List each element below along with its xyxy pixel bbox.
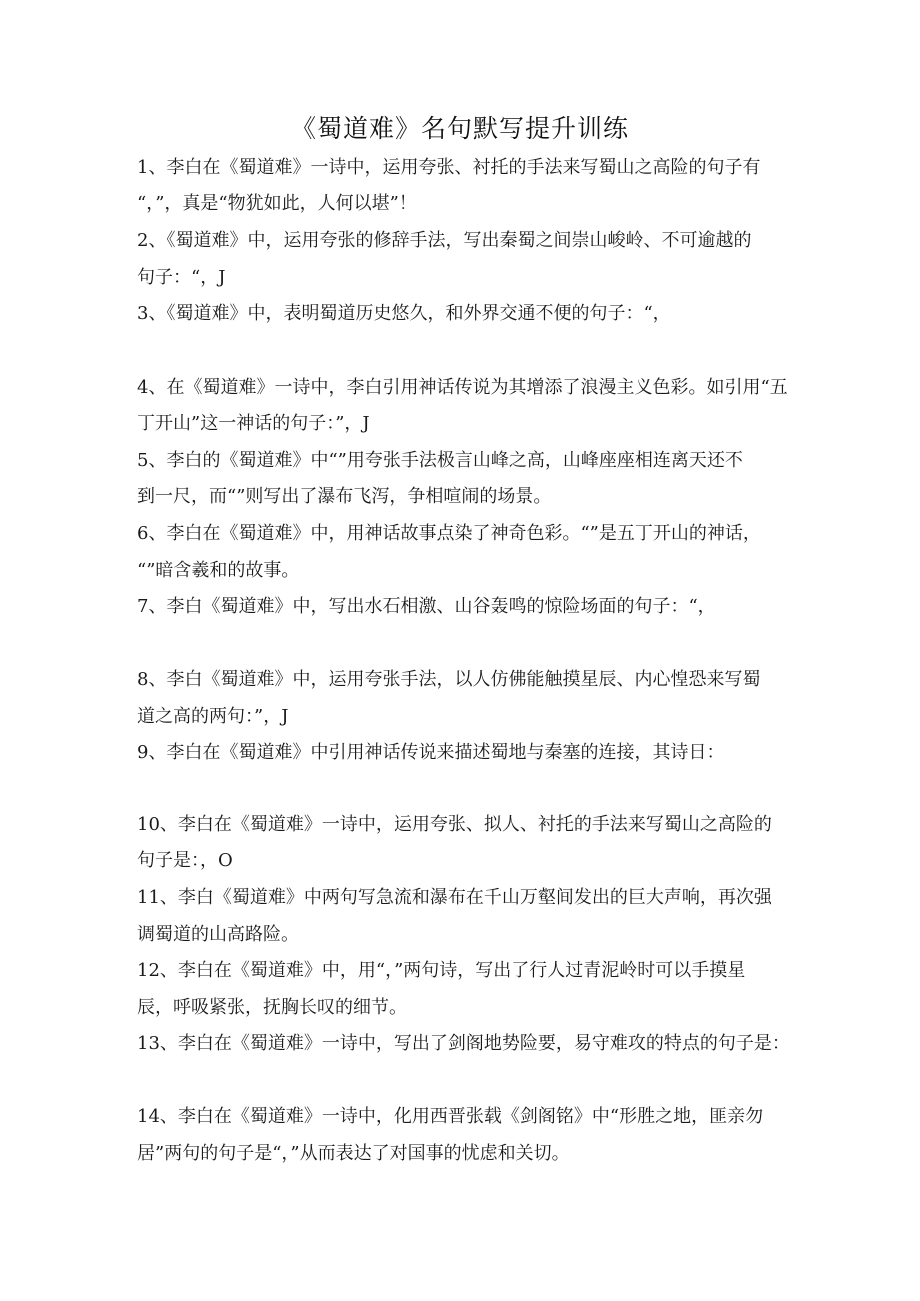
question-11-continuation: 调蜀道的山高路险。 <box>137 924 299 945</box>
question-11: 11、李白《蜀道难》中两句写急流和瀑布在千山万壑间发出的巨大声响，再次强 <box>137 887 772 908</box>
question-7: 7、李白《蜀道难》中，写出水石相激、山谷轰鸣的惊险场面的句子：“， <box>137 596 716 617</box>
question-5-continuation: 到一尺，而“”则写出了瀑布飞泻，争相喧闹的场景。 <box>137 486 552 507</box>
question-12: 12、李白在《蜀道难》中，用“，”两句诗，写出了行人过青泥岭时可以手摸星 <box>137 960 746 981</box>
question-9: 9、李白在《蜀道难》中引用神话传说来描述蜀地与秦塞的连接，其诗日： <box>137 742 725 763</box>
question-2: 2、《蜀道难》中，运用夸张的修辞手法，写出秦蜀之间崇山峻岭、不可逾越的 <box>137 230 752 251</box>
document-title: 《蜀道难》名句默写提升训练 <box>290 114 629 143</box>
question-13: 13、李白在《蜀道难》一诗中，写出了剑阁地势险要，易守难攻的特点的句子是： <box>137 1033 790 1054</box>
question-8-continuation: 道之高的两句：”，J <box>137 706 289 727</box>
question-2-continuation: 句子：“，J <box>137 267 226 288</box>
question-14: 14、李白在《蜀道难》一诗中，化用西晋张载《剑阁铭》中“形胜之地，匪亲勿 <box>137 1106 764 1127</box>
question-5: 5、李白的《蜀道难》中“”用夸张手法极言山峰之高，山峰座座相连离天还不 <box>137 450 743 471</box>
question-1-continuation: “，”，真是“物犹如此，人何以堪”！ <box>137 193 417 214</box>
question-6: 6、李白在《蜀道难》中，用神话故事点染了神奇色彩。“”是五丁开山的神话， <box>137 523 761 544</box>
question-12-continuation: 辰，呼吸紧张，抚胸长叹的细节。 <box>137 997 407 1018</box>
question-10-continuation: 句子是：，O <box>137 850 233 871</box>
question-8: 8、李白《蜀道难》中，运用夸张手法，以人仿佛能触摸星辰、内心惶恐来写蜀 <box>137 669 761 690</box>
question-10: 10、李白在《蜀道难》一诗中，运用夸张、拟人、衬托的手法来写蜀山之高险的 <box>137 814 772 835</box>
question-4-continuation: 丁开山”这一神话的句子：”，J <box>137 413 370 434</box>
question-1: 1、李白在《蜀道难》一诗中，运用夸张、衬托的手法来写蜀山之高险的句子有 <box>137 157 761 178</box>
question-6-continuation: “”暗含羲和的故事。 <box>137 560 300 581</box>
question-3: 3、《蜀道难》中，表明蜀道历史悠久，和外界交通不便的句子：“， <box>137 303 671 324</box>
question-14-continuation: 居”两句的句子是“，”从而表达了对国事的忧虑和关切。 <box>137 1143 570 1164</box>
question-4: 4、在《蜀道难》一诗中，李白引用神话传说为其增添了浪漫主义色彩。如引用“五 <box>137 377 788 398</box>
